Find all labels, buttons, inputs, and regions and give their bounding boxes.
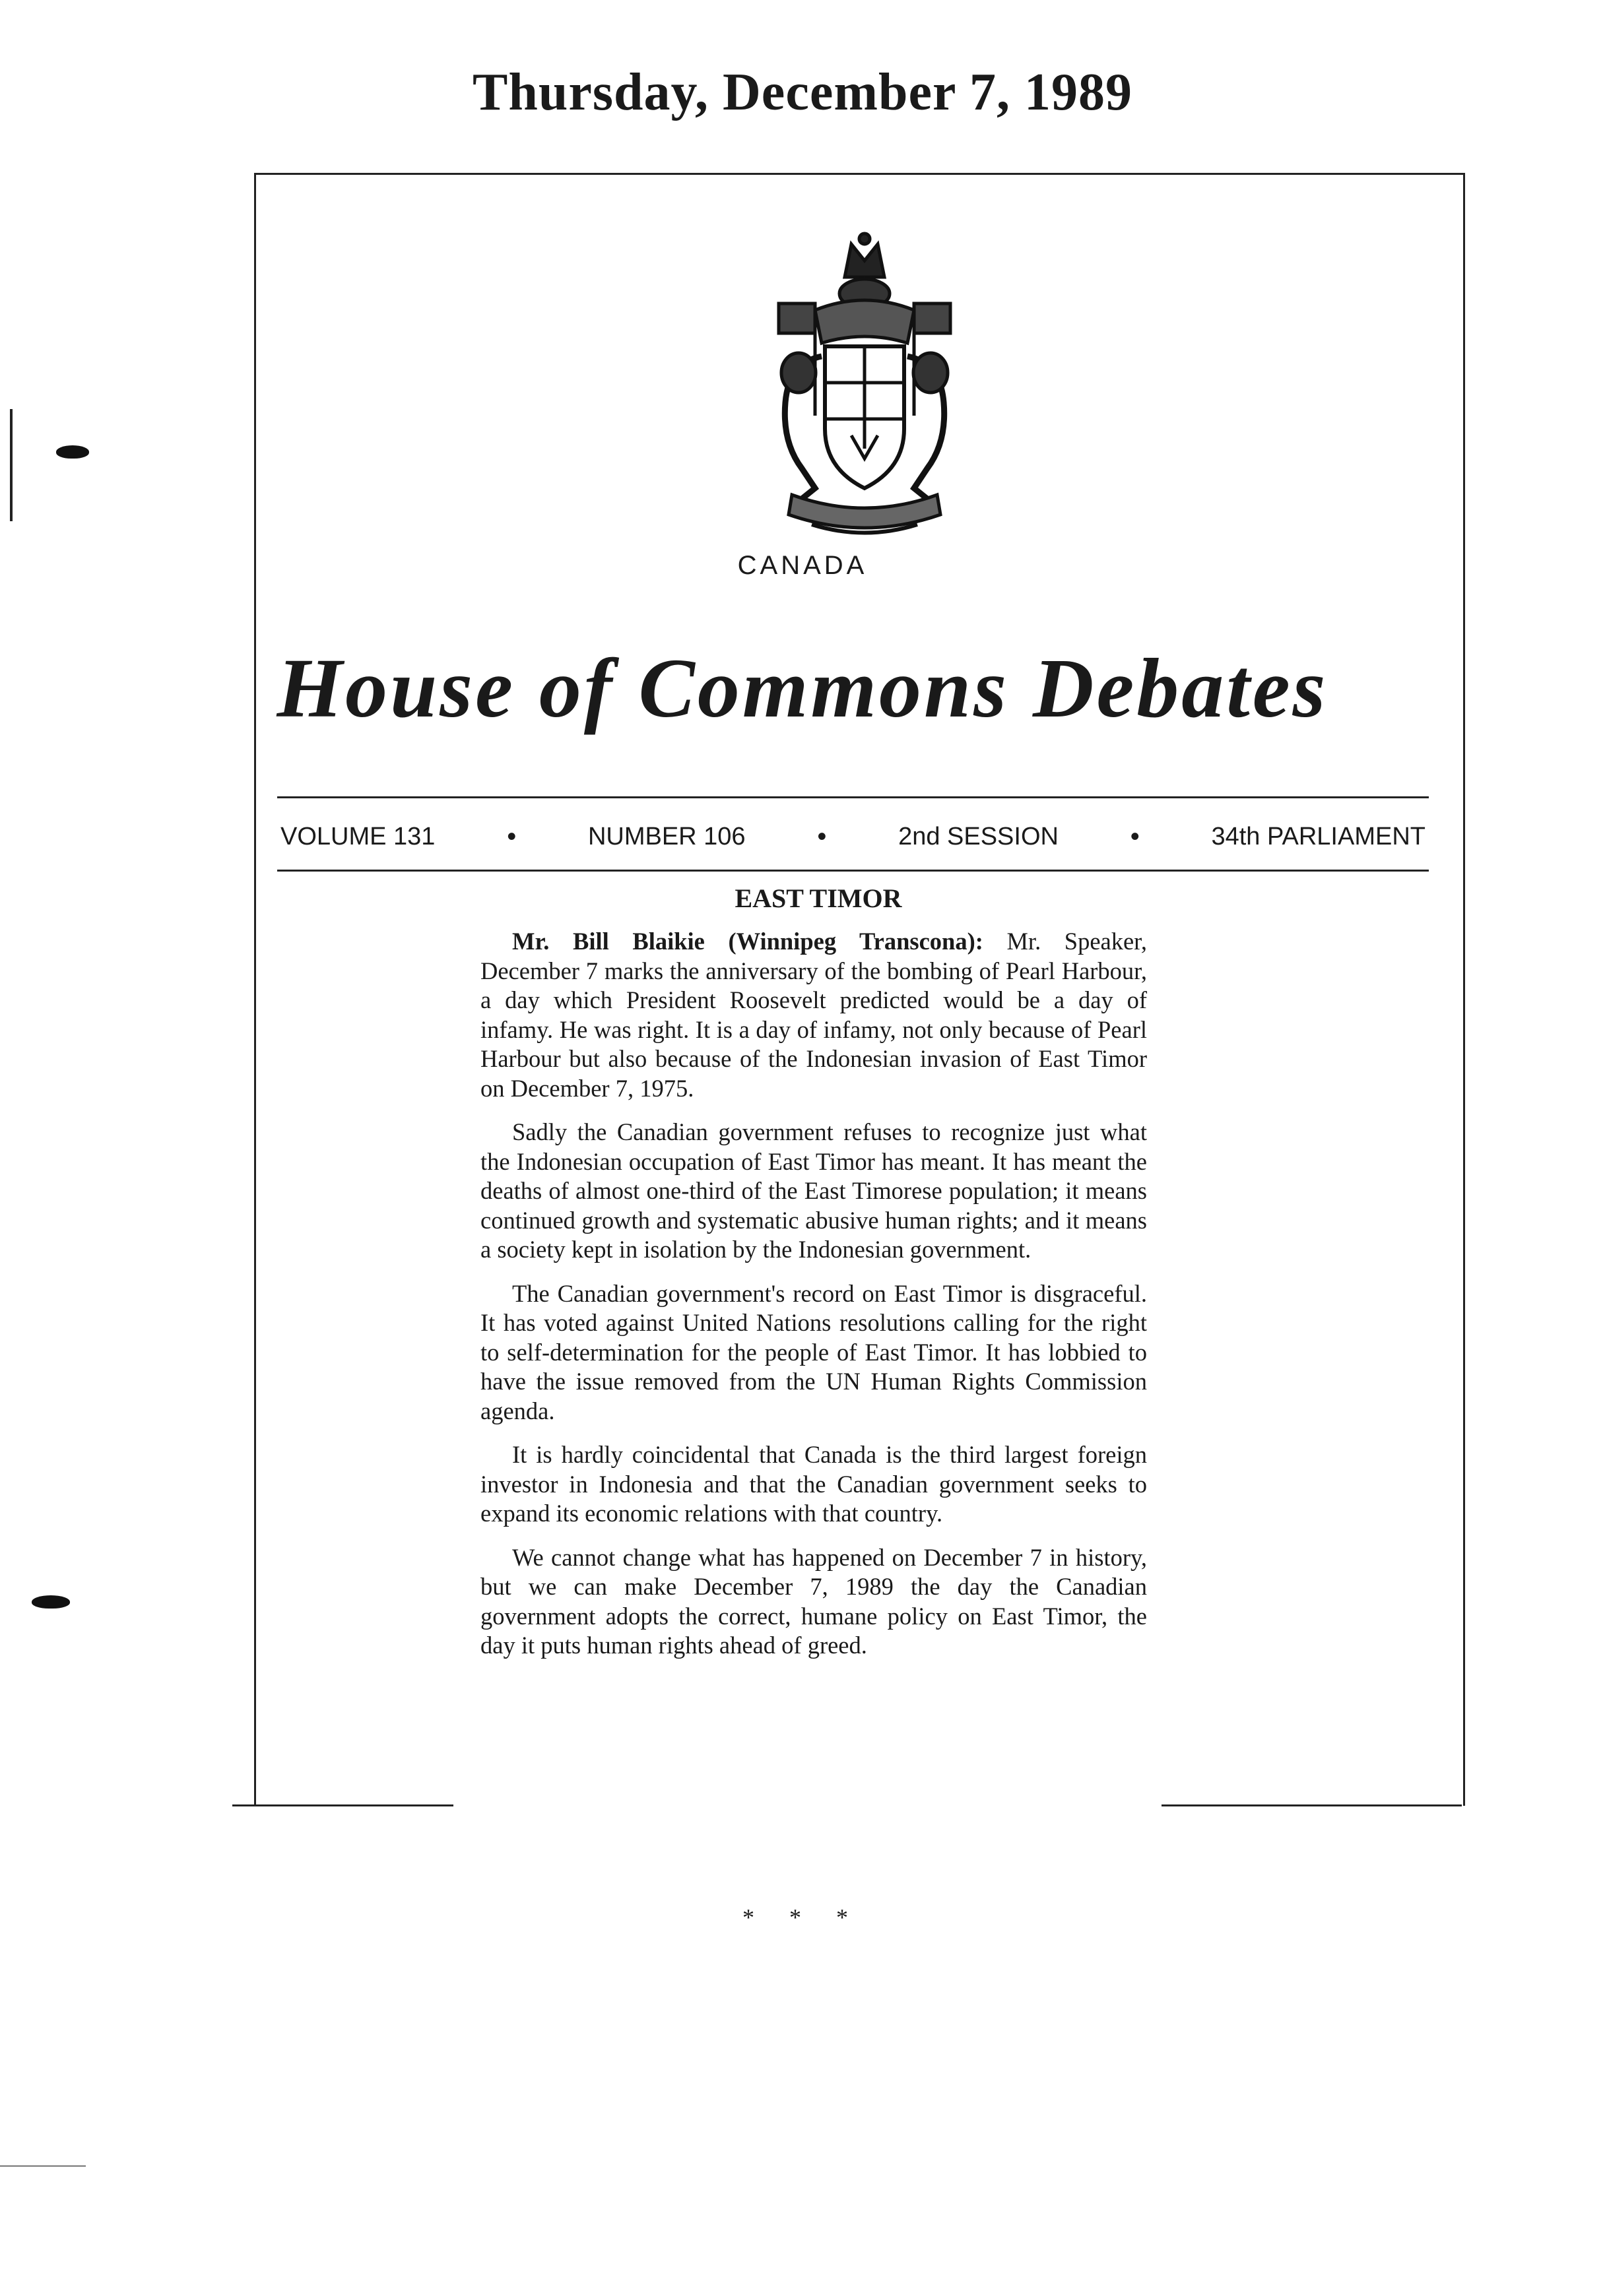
frame-right-line bbox=[1463, 173, 1465, 1806]
info-bar-bottom-rule bbox=[277, 870, 1429, 872]
frame-bottom-right-line bbox=[1162, 1804, 1462, 1806]
issue-info-bar bbox=[280, 817, 1425, 856]
section-title: EAST TIMOR bbox=[735, 883, 902, 913]
paragraph-1 bbox=[480, 927, 1147, 1103]
volume-label: VOLUME 131 bbox=[280, 822, 436, 850]
publication-title: House of Commons Debates bbox=[277, 641, 1328, 735]
section-end-mark: * * * bbox=[742, 1904, 863, 1930]
canadian-coat-of-arms-icon bbox=[752, 231, 977, 541]
session-label: 2nd SESSION bbox=[898, 822, 1059, 850]
parliament-label: 34th PARLIAMENT bbox=[1211, 822, 1425, 850]
paragraph-5: We cannot change what has happened on December 7 in history, but we can make December 7, 1989 the day the Canadian government adopts the correct, humane policy on East Timor, the day it puts human rights ahead of greed. bbox=[480, 1543, 1147, 1659]
country-label: CANADA bbox=[737, 551, 868, 580]
article-body bbox=[480, 927, 1147, 1675]
punch-hole-mark bbox=[32, 1595, 70, 1609]
punch-hole-mark bbox=[56, 445, 89, 459]
separator-dot: • bbox=[1130, 821, 1140, 851]
paragraph-3: The Canadian government's record on East Timor is disgraceful. It has voted against United Nations resolutions calling for the right to self-determination for the people of East Timor. It has lobbied to have the issue removed from the UN Human Rights Commission agenda. bbox=[480, 1279, 1147, 1424]
info-bar-top-rule bbox=[277, 796, 1429, 798]
frame-left-line bbox=[254, 173, 256, 1806]
frame-top-line bbox=[254, 173, 1465, 175]
frame-bottom-left-line bbox=[232, 1804, 453, 1806]
separator-dot: • bbox=[817, 821, 827, 851]
paragraph-4: It is hardly coincidental that Canada is the third largest foreign investor in Indonesia and that the Canadian government seeks to expand its economic relations with that country. bbox=[480, 1441, 1147, 1527]
speaker-name: Mr. Bill Blaikie (Winnipeg Transcona): bbox=[512, 928, 983, 955]
separator-dot: • bbox=[507, 821, 517, 851]
page-date: Thursday, December 7, 1989 bbox=[472, 63, 1133, 121]
scan-edge-line bbox=[10, 409, 13, 521]
paragraph-1-text: Mr. Speaker, December 7 marks the anniversary of the bombing of Pearl Harbour, a day which President Roosevelt predicted would be a day of infamy. He was right. It is a day of infamy, not only because of Pearl Harbour but also because of the Indonesian invasion of East Timor on December 7, 1975. bbox=[480, 928, 1147, 1102]
paragraph-2: Sadly the Canadian government refuses to recognize just what the Indonesian occupation of East Timor has meant. It has meant the deaths of almost one-third of the East Timorese population; it means continued growth and systematic abusive human rights; and it means a society kept in isolation by the Indonesian government. bbox=[480, 1118, 1147, 1263]
scan-edge-line bbox=[0, 2165, 86, 2167]
number-label: NUMBER 106 bbox=[587, 822, 746, 850]
